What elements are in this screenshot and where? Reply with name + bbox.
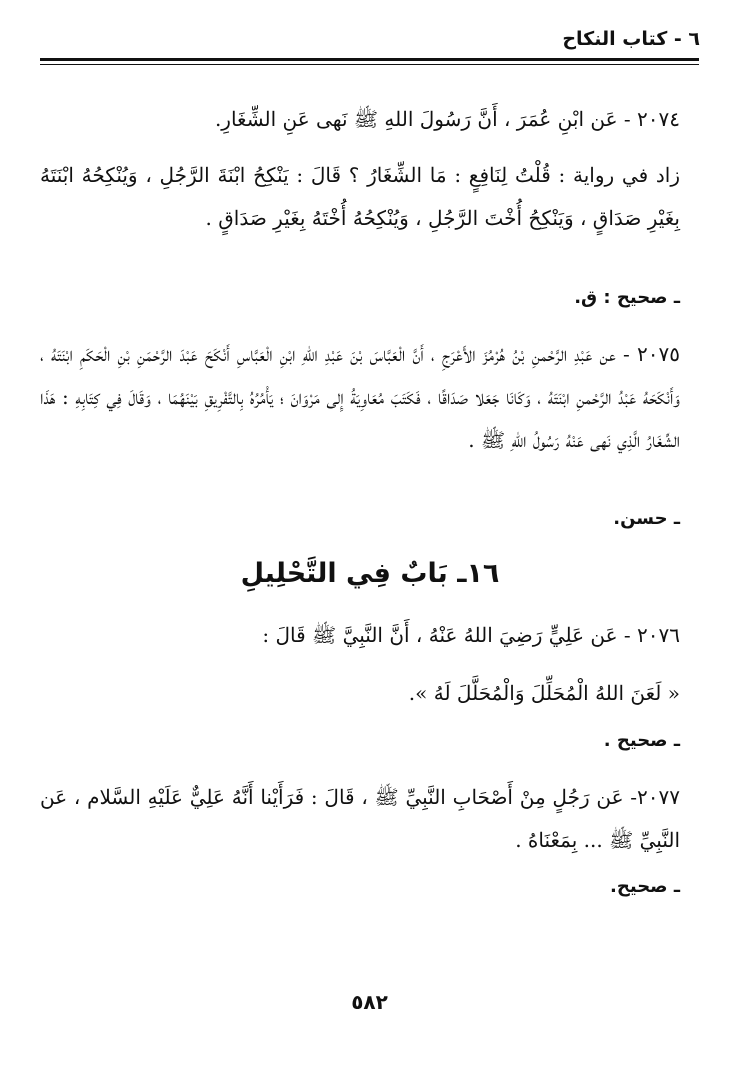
hadith-2075: ٢٠٧٥ - عن عَبْدِ الرَّحْمنِ بْنُ هُرْمُزَ الأَعْرَجِ ، أَنَّ الْعَبَّاسَ بْنَ عَبْدِ اللهِ ابْنِ الْعَبَّاسِ أَنْكَحَ عَبْدَ الرَّحْمَنِ بْنِ الْحَكَمِ ابْنَتَهُ ، وَأَنْكَحَهُ عَبْدُ الرَّحْمنِ ابْنَتَهُ ، وَكَانَا جَعَلا صَدَاقًا ، فَكَتَبَ مُعَاوِيَةُ إِلى مَرْوَانَ ؛ يَأْمُرُهُ بِالتَّفْرِيقِ بَيْنَهُمَا ، وَقَالَ فِي كِتَابِهِ : هَذَا الشِّغَارُ الَّذِي نَهى عَنْهُ رَسُولُ اللهِ ﷺ .: [40, 342, 680, 452]
hadith-2076-text: « لَعَنَ اللهُ الْمُحَلِّلَ وَالْمُحَلَّلَ لَهُ ».: [408, 681, 680, 705]
hadith-2074-addition: زاد في رواية : قُلْتُ لِنَافِعٍ : مَا الشِّغَارُ ؟ قَالَ : يَنْكِحُ ابْنَةَ الرَّجُلِ ، وَيُنْكِحُهُ ابْنَتَهُ بِغَيْرِ صَدَاقٍ ، وَيَنْكِحُ أُخْتَ الرَّجُلِ ، وَيُنْكِحُهُ أُخْتَهُ بِغَيْرِ صَدَاقٍ .: [40, 163, 680, 230]
chapter-heading: ١٦ـ بَابٌ فِي التَّحْلِيلِ: [240, 558, 500, 589]
running-header: ٦ - كتاب النكاح: [562, 28, 700, 50]
grade-2074: ـ صحيح : ق.: [574, 287, 680, 308]
grade-2076: ـ صحيح .: [603, 730, 680, 751]
hadith-2074: ٢٠٧٤ - عَن ابْنِ عُمَرَ ، أَنَّ رَسُولَ اللهِ ﷺ نَهى عَنِ الشِّغَارِ.: [214, 107, 680, 131]
hadith-2077: ٢٠٧٧- عَن رَجُلٍ مِنْ أَصْحَابِ النَّبِيِّ ﷺ ، قَالَ : فَرَأَيْنا أَنَّهُ عَلِيٌّ عَلَيْهِ السَّلام ، عَن النَّبِيِّ ﷺ ... بِمَعْنَاهُ .: [40, 785, 680, 852]
hadith-2076: ٢٠٧٦ - عَن عَلِيٍّ رَضِيَ اللهُ عَنْهُ ، أَنَّ النَّبِيَّ ﷺ قَالَ :: [262, 623, 680, 647]
grade-2075: ـ حسن.: [613, 508, 680, 529]
header-rule-thin: [40, 64, 699, 65]
grade-2077: ـ صحيح.: [610, 876, 680, 897]
page-number: ٥٨٢: [351, 990, 388, 1014]
header-rule-thick: [40, 58, 699, 61]
